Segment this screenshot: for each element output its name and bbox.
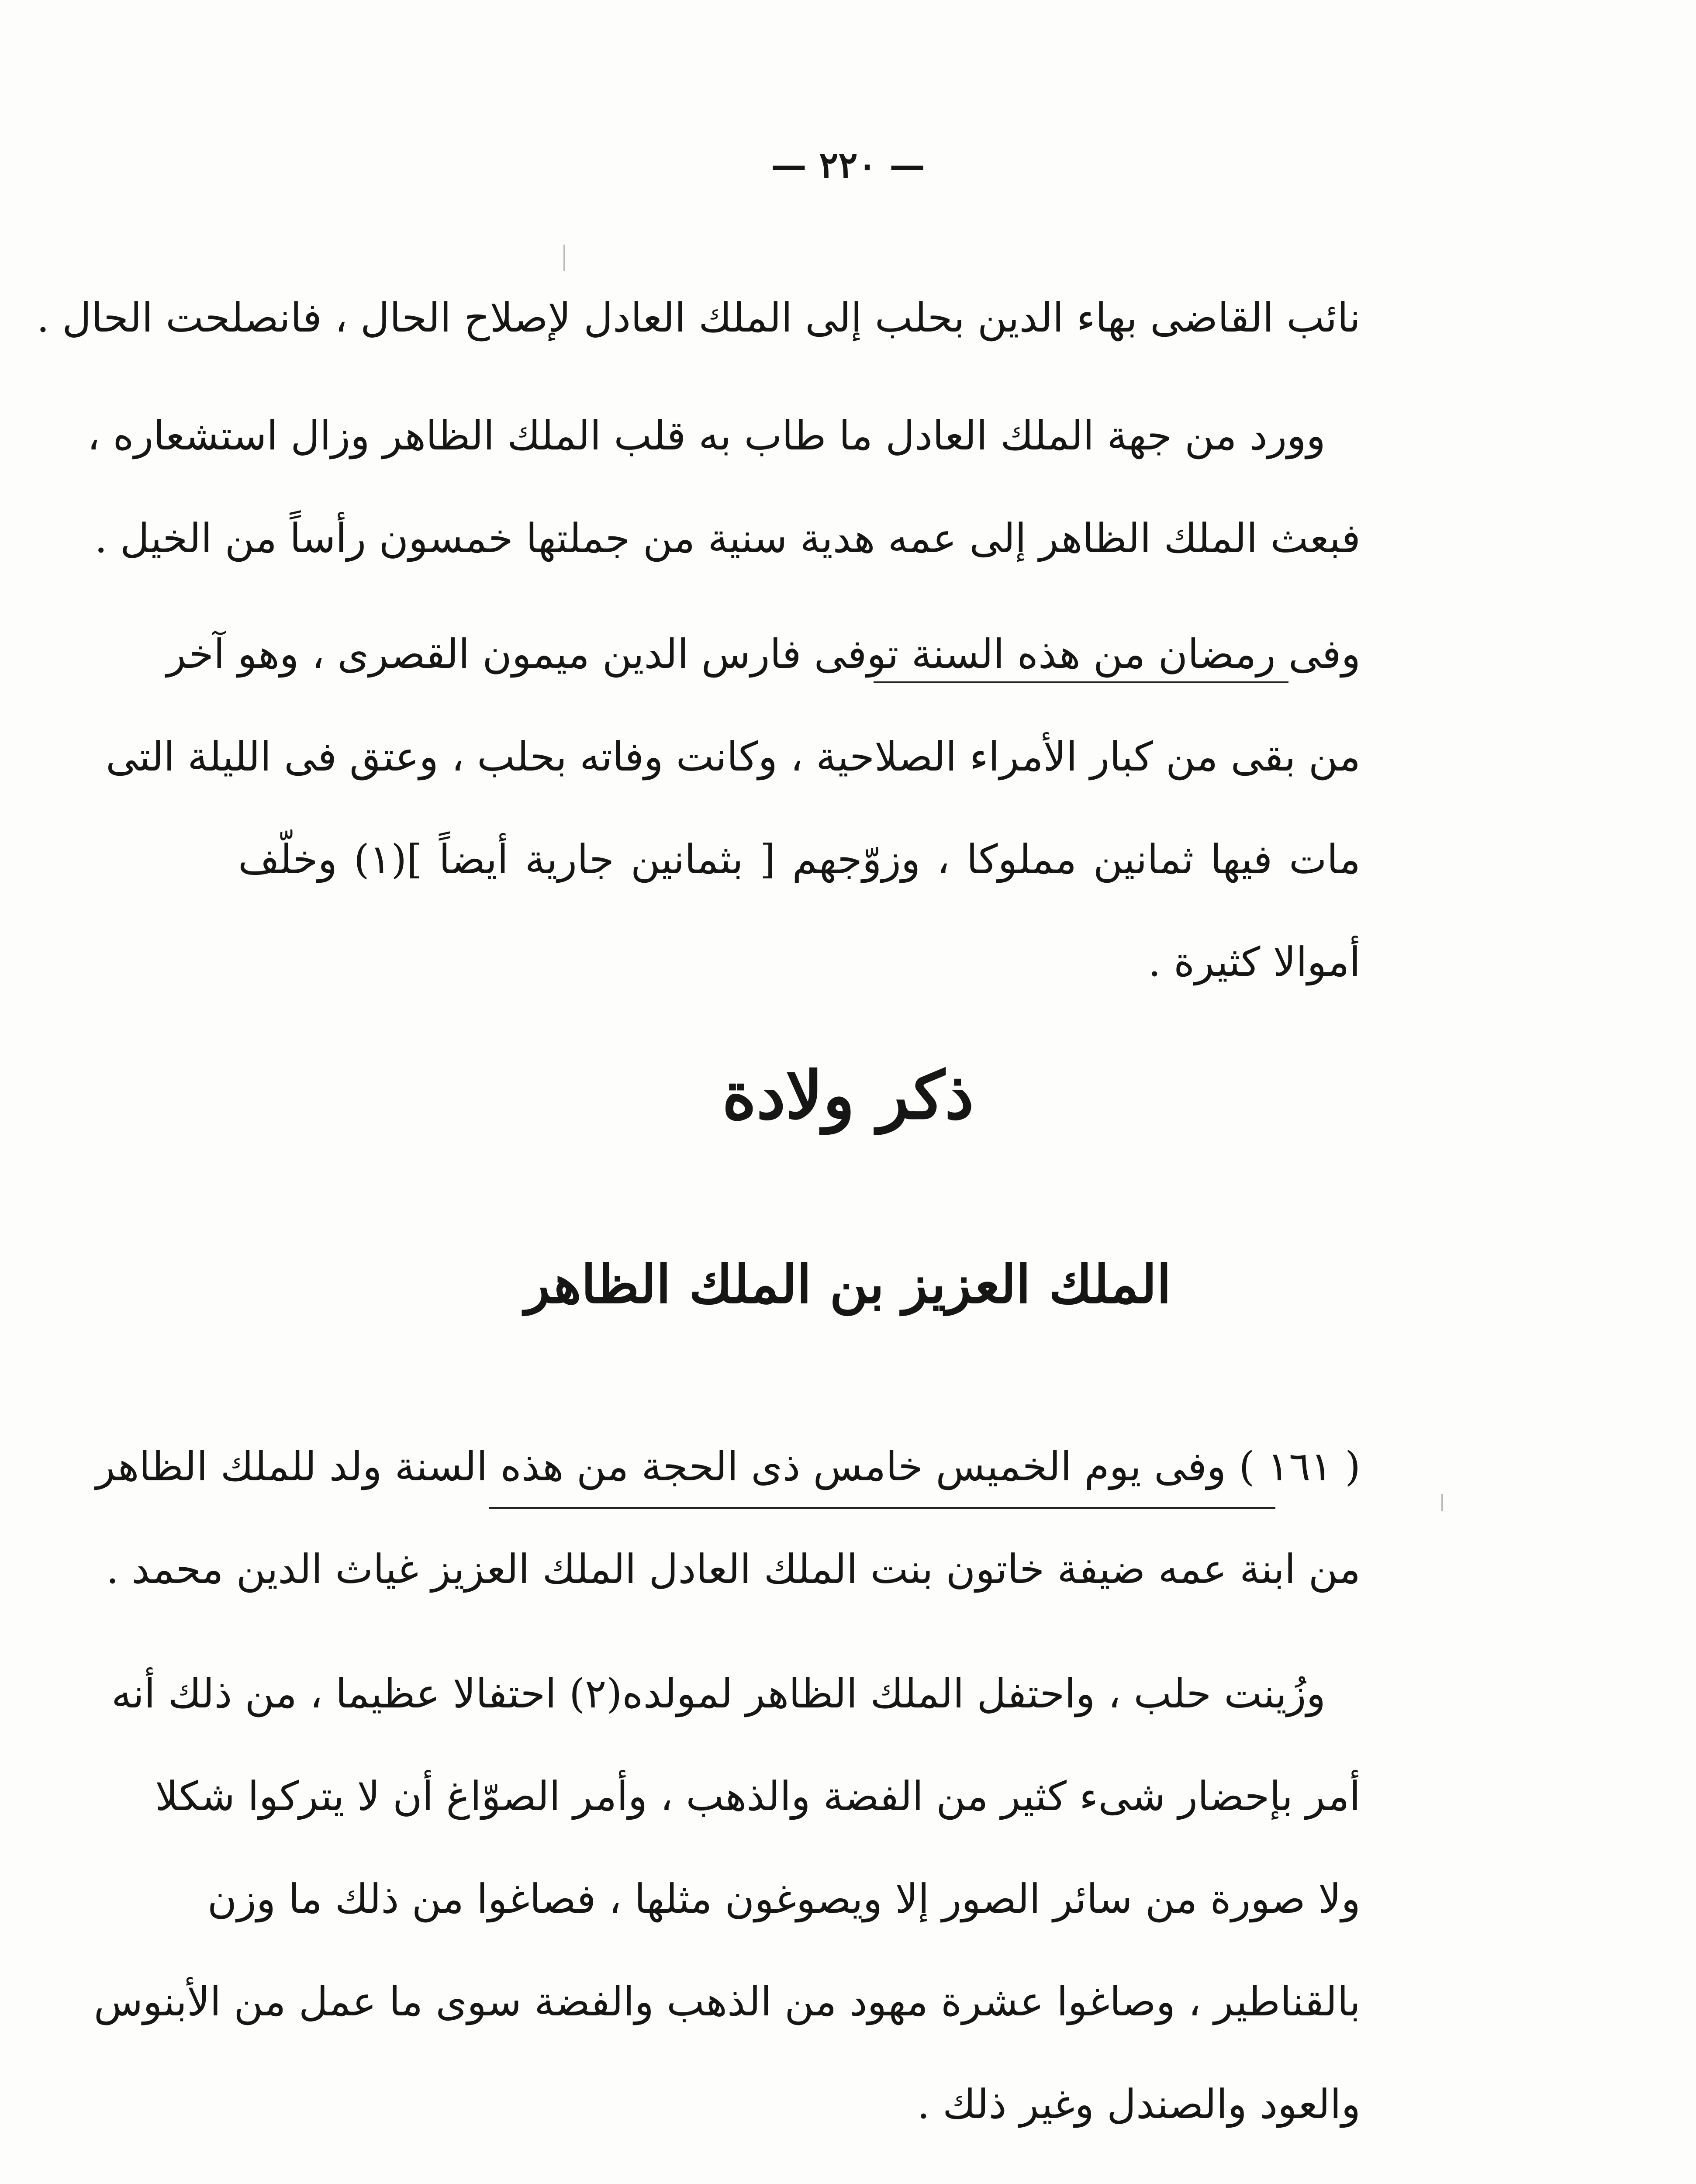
paragraph-5 bbox=[93, 1642, 1361, 2156]
paragraph-2 bbox=[87, 384, 1361, 590]
underline-mark bbox=[874, 681, 1288, 683]
text-line: فبعث الملك الظاهر إلى عمه هدية سنية من جملتها خمسون رأساً من الخيل . bbox=[94, 515, 1361, 562]
text-line: مات فيها ثمانين مملوكا ، وزوّجهم [ بثمانين جارية أيضاً ](١) وخلّف bbox=[238, 836, 1361, 883]
scan-speck bbox=[563, 245, 565, 271]
text-line: ولا صورة من سائر الصور إلا ويصوغون مثلها ، فصاغوا من ذلك ما وزن bbox=[207, 1876, 1361, 1922]
text-line: من بقى من كبار الأمراء الصلاحية ، وكانت وفاته بحلب ، وعتق فى الليلة التى bbox=[106, 733, 1361, 780]
paragraph-4 bbox=[96, 1415, 1361, 1621]
text-line: أموالا كثيرة . bbox=[1148, 939, 1361, 985]
section-subtitle: الملك العزيز بن الملك الظاهر bbox=[525, 1254, 1171, 1315]
underline-mark bbox=[489, 1507, 1275, 1509]
text-line: ( ١٦١ ) وفى يوم الخميس خامس ذى الحجة من هذه السنة ولد للملك الظاهر bbox=[96, 1443, 1361, 1490]
text-line: نائب القاضى بهاء الدين بحلب إلى الملك العادل لإصلاح الحال ، فانصلحت الحال . bbox=[36, 294, 1361, 341]
text-line: من ابنة عمه ضيفة خاتون بنت الملك العادل الملك العزيز غياث الدين محمد . bbox=[106, 1546, 1361, 1593]
text-line: وفى رمضان من هذه السنة توفى فارس الدين ميمون القصرى ، وهو آخر bbox=[166, 631, 1361, 677]
page-number: — ٢٢٠ — bbox=[770, 144, 926, 186]
text-line: وورد من جهة الملك العادل ما طاب به قلب الملك الظاهر وزال استشعاره ، bbox=[87, 412, 1326, 459]
text-line: وزُينت حلب ، واحتفل الملك الظاهر لمولده(٢) احتفالا عظيما ، من ذلك أنه bbox=[111, 1670, 1326, 1717]
section-title: ذكر ولادة bbox=[722, 1057, 974, 1134]
text-line: والعود والصندل وغير ذلك . bbox=[917, 2081, 1361, 2128]
text-line: بالقناطير ، وصاغوا عشرة مهود من الذهب والفضة سوى ما عمل من الأبنوس bbox=[93, 1978, 1361, 2025]
paragraph-3 bbox=[106, 603, 1361, 1013]
text-line: أمر بإحضار شىء كثير من الفضة والذهب ، وأمر الصوّاغ أن لا يتركوا شكلا bbox=[155, 1773, 1361, 1820]
paragraph-1 bbox=[36, 266, 1361, 369]
scan-speck bbox=[1441, 1494, 1443, 1511]
